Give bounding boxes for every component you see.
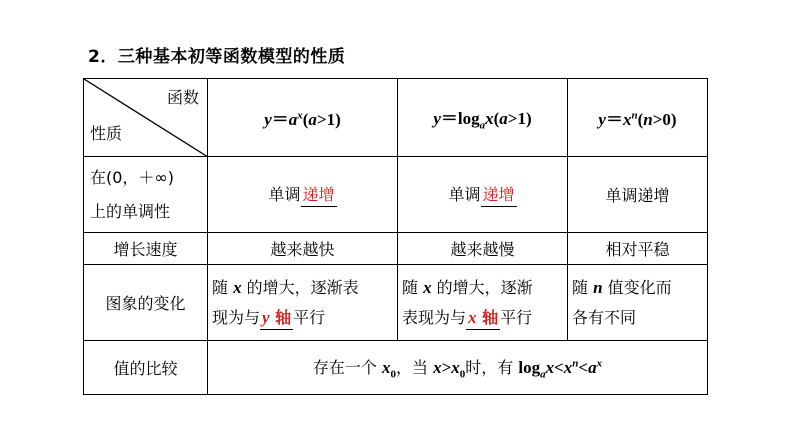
exp-graph-line2: 现为与 y 轴 平行 — [212, 303, 393, 333]
corner-label-property: 性质 — [90, 124, 123, 143]
answer-blank: y 轴 — [260, 307, 293, 330]
section-heading: 2．三种基本初等函数模型的性质 — [88, 47, 346, 67]
row-graph-change — [84, 265, 708, 341]
exp-graph-line1: 随 x 的增大，逐渐表 — [212, 277, 359, 297]
cell-pow-monotonicity: 单调递增 — [568, 157, 708, 233]
row-growth-speed — [84, 233, 708, 265]
label-graph-change: 图象的变化 — [84, 265, 208, 341]
formula-logarithmic: $y=\log_ax(a>1)$ — [433, 108, 532, 132]
cell-exp-monotonicity — [208, 157, 398, 233]
function-properties-table — [83, 78, 708, 395]
corner-label-function: 函数 — [166, 88, 199, 107]
header-power-function — [568, 79, 708, 157]
cell-pow-graph — [568, 265, 708, 341]
cell-log-monotonicity — [398, 157, 568, 233]
cell-value-comparison: 存在一个 $x_0$，当 $x>x_0$时，有 $\log_ax<x^n<a^x$ — [208, 341, 708, 395]
answer-blank: 递增 — [301, 184, 337, 207]
row-value-comparison — [84, 341, 708, 395]
pow-graph-line2: 各有不同 — [572, 307, 637, 327]
header-log-function — [398, 79, 568, 157]
header-exp-function — [208, 79, 398, 157]
text-prefix: 单调 — [448, 185, 481, 204]
cell-log-speed: 越来越慢 — [398, 233, 568, 265]
cell-exp-speed: 越来越快 — [208, 233, 398, 265]
log-graph-line1: 随 x 的增大，逐渐 — [402, 277, 533, 297]
row-monotonicity — [84, 157, 708, 233]
corner-header-cell — [84, 79, 208, 157]
text-prefix: 单调 — [268, 185, 301, 204]
answer-blank: x 轴 — [466, 307, 500, 330]
answer-blank: 递增 — [481, 184, 517, 207]
pow-graph-line1: 随 n 值变化而 — [572, 277, 672, 297]
formula-power: $y=x^n(n>0)$ — [598, 109, 677, 129]
label-value-comparison: 值的比较 — [84, 341, 208, 395]
cell-log-graph — [398, 265, 568, 341]
inequality-formula: $\log_ax<x^n<a^x$ — [518, 357, 603, 381]
label-monotonicity-line2: 上的单调性 — [90, 201, 171, 221]
label-monotonicity-line1: 在(0，＋∞) — [90, 167, 174, 187]
label-monotonicity — [84, 157, 208, 233]
formula-exponential: $y=a^x(a>1)$ — [264, 109, 341, 129]
header-row — [84, 79, 708, 157]
log-graph-line2: 表现为与 x 轴 平行 — [402, 303, 563, 333]
cell-pow-speed: 相对平稳 — [568, 233, 708, 265]
cell-exp-graph — [208, 265, 398, 341]
label-growth-speed: 增长速度 — [84, 233, 208, 265]
